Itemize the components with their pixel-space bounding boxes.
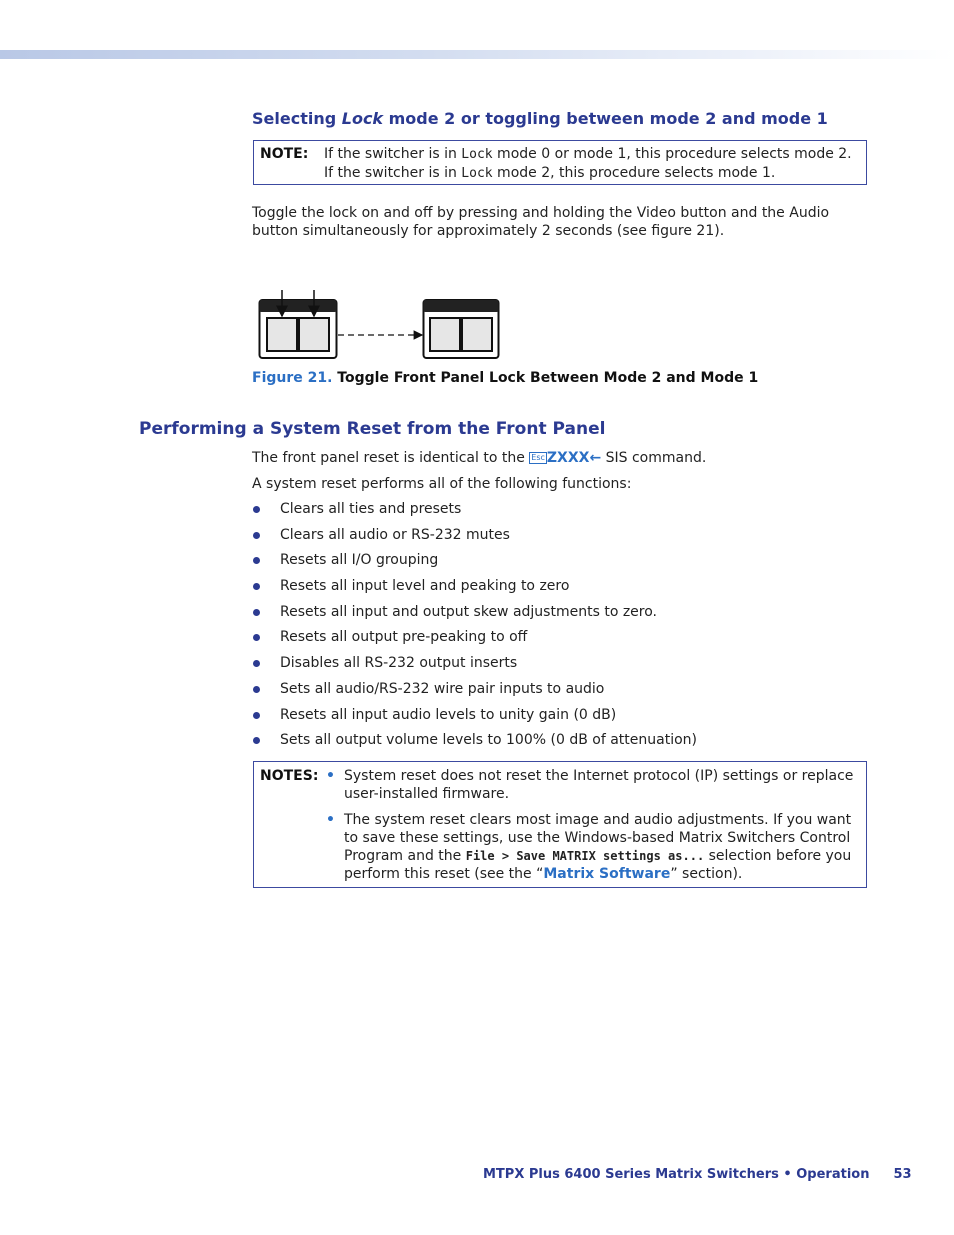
bullet-icon [253,686,260,693]
panel-before [260,300,337,358]
notes-box-reset [253,761,867,888]
toggle-paragraph: Toggle the lock on and off by pressing and holding the Video button and the Audio button simultaneously for approximately 2 seconds (see figure 21). [252,205,830,239]
list-item: Disables all RS-232 output inserts [252,654,697,680]
note-bullet-icon: • [326,812,335,828]
note-bullet-icon: • [326,768,335,784]
bullet-icon [253,557,260,564]
menu-file: File [465,849,495,863]
figure-number: Figure 21. [252,370,333,386]
reset-intro-paragraph: A system reset performs all of the following functions: [252,476,632,492]
list-item: Clears all ties and presets [252,500,697,526]
note-line-2: If the switcher is in Lock mode 2, this procedure selects mode 1. [324,165,776,181]
lock-emphasis: Lock [341,109,384,128]
page-footer: MTPX Plus 6400 Series Matrix Switchers • Operation 53 [483,1167,912,1182]
note-label: NOTE: [260,146,309,162]
reset-functions-list [252,500,697,757]
bullet-icon [253,583,260,590]
bullet-icon [253,737,260,744]
figure-caption: Figure 21. Toggle Front Panel Lock Between Mode 2 and Mode 1 [252,370,759,386]
figure-21-diagram [258,288,508,366]
esc-key-icon: Esc [531,453,545,462]
return-arrow-icon: ← [589,450,602,466]
notes-label: NOTES: [260,768,319,784]
list-item: Clears all audio or RS-232 mutes [252,526,697,552]
matrix-software-link[interactable]: Matrix Software [543,866,671,882]
bullet-icon [253,532,260,539]
note-item-2: • The system reset clears most image and audio adjustments. If you want to save these settings, use the Windows-based Matrix Switchers Control Program and the File > Save MATRIX settings as... selection before you perform this reset (see the “Matrix Software” section). [326,812,852,882]
reset-sis-paragraph: The front panel reset is identical to the Esc ZXXX← SIS command. [252,450,707,466]
bullet-icon [253,506,260,513]
note-text [324,145,852,183]
list-item: Sets all audio/RS-232 wire pair inputs to audio [252,680,697,706]
header-gradient-bar [0,50,954,59]
bullet-icon [253,634,260,641]
list-item: Sets all output volume levels to 100% (0 dB of attenuation) [252,731,697,757]
sis-command: Esc ZXXX← [531,450,602,466]
list-item: Resets all I/O grouping [252,551,697,577]
menu-save-settings: Save MATRIX settings as... [516,849,705,863]
note-box-lock-mode [253,140,867,185]
bullet-icon [253,712,260,719]
panel-after [424,300,499,358]
page-number: 53 [893,1167,912,1182]
note-line-1: If the switcher is in Lock mode 0 or mode 1, this procedure selects mode 2. [324,146,852,162]
list-item: Resets all input audio levels to unity gain (0 dB) [252,706,697,732]
list-item: Resets all output pre-peaking to off [252,628,697,654]
list-item: Resets all input and output skew adjustments to zero. [252,603,697,629]
list-item: Resets all input level and peaking to zero [252,577,697,603]
subsection-heading: Selecting Lock mode 2 or toggling between mode 2 and mode 1 [252,109,828,128]
bullet-icon [253,660,260,667]
note-item-1: • System reset does not reset the Internet protocol (IP) settings or replace user-installed firmware. [326,768,854,802]
bullet-icon [253,609,260,616]
section-heading: Performing a System Reset from the Front Panel [139,419,606,439]
